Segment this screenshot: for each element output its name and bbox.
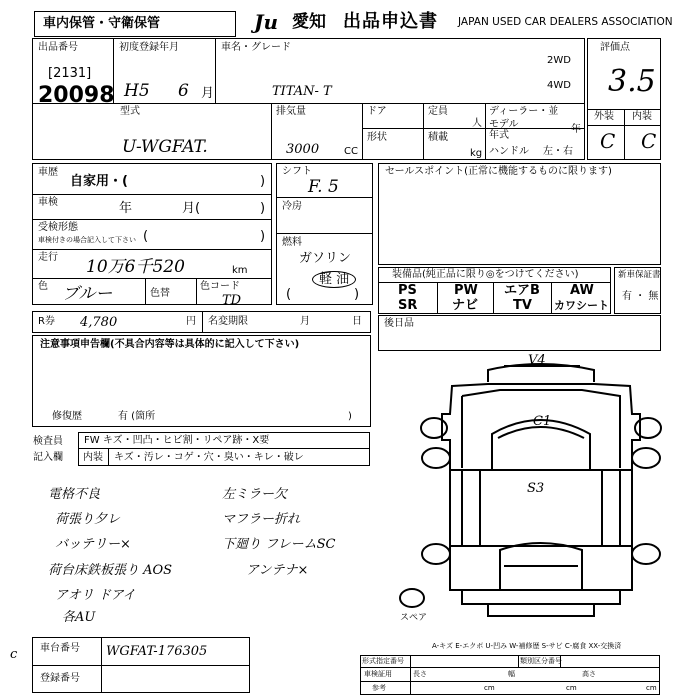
after-day-label: 後日品 — [384, 318, 414, 329]
sales-point-box — [378, 163, 661, 265]
history-value: 自家用・( — [70, 174, 128, 189]
history-close: ) — [260, 174, 266, 189]
equipment-pw: PW — [454, 283, 478, 298]
fuel-diesel: 軽 油 — [312, 271, 356, 288]
inspection-month: 月( — [182, 201, 201, 216]
inspector-note: アンテナ× — [246, 563, 309, 578]
recycle-value: 4,780 — [80, 315, 118, 330]
car-name-value: TITAN- T — [272, 84, 332, 99]
equipment-airbag: エアB — [504, 283, 540, 298]
inspector-note: マフラー折れ — [222, 512, 301, 527]
length-cm: cm — [484, 684, 495, 692]
repair-close: ) — [348, 411, 352, 422]
org-title: 愛知 — [292, 12, 326, 32]
lot-number: 20098 — [38, 83, 115, 108]
registration-month-unit: 月 — [201, 86, 215, 101]
spare-label: スペア — [400, 613, 428, 623]
displacement-unit: CC — [344, 146, 358, 157]
equipment-aw: AW — [570, 283, 594, 298]
fuel-gasoline: ガソリン — [299, 251, 352, 266]
inspection-close: ) — [260, 201, 266, 216]
diagram-cabin-mark: C1 — [533, 414, 552, 429]
checker-label-1: 検査員 — [33, 436, 63, 447]
ref-label: 参考 — [372, 684, 386, 692]
year-unit: 年 — [571, 124, 581, 135]
notes-label: 注意事項申告欄(不具合内容等は具体的に記入して下さい) — [40, 339, 300, 350]
inspector-note: 左ミラー欠 — [222, 487, 288, 502]
registration-era: H5 — [124, 81, 150, 101]
association-name: JAPAN USED CAR DEALERS ASSOCIATION — [458, 16, 673, 28]
acceptance-label: 受検形態 — [38, 222, 78, 233]
grade-label: 評価点 — [600, 42, 630, 53]
warranty-options: 有 ・ 無 — [622, 291, 659, 302]
plate-label: 登録番号 — [40, 673, 80, 684]
storage-label: 車内保管・守衛保管 — [43, 16, 161, 31]
checker-row-2: キズ・汚レ・コゲ・穴・臭い・キレ・破レ — [114, 452, 304, 463]
mileage-label: 走行 — [38, 252, 58, 263]
displacement-value: 3000 — [286, 142, 320, 157]
warranty-label: 新車保証書 — [618, 270, 661, 280]
repair-label: 修復歴 — [52, 411, 82, 422]
diagram-bed-mark: S3 — [527, 481, 545, 496]
model-label: 型式 — [120, 106, 140, 117]
model-value: U-WGFAT. — [122, 137, 208, 157]
equipment-navi: ナビ — [452, 298, 479, 313]
grade-score: 3.5 — [608, 64, 656, 99]
chassis-side-mark: c — [10, 647, 18, 662]
chassis-label: 車台番号 — [40, 643, 80, 654]
name-change-month: 月 — [300, 316, 310, 327]
checker-row-1: FW キズ・凹凸・ヒビ割・リペア跡・X要 — [84, 435, 270, 446]
inspector-note: 各AU — [62, 610, 96, 625]
width-label: 幅 — [508, 670, 515, 678]
checker-label-2: 記入欄 — [33, 452, 63, 463]
mileage-value: 10万6千520 — [86, 257, 185, 277]
repair-value: 有 (箇所 — [118, 411, 156, 422]
equipment-label: 装備品(純正品に限り◎をつけてください) — [392, 269, 579, 280]
handle-options: 左・右 — [543, 146, 573, 157]
form-title: 出品申込書 — [343, 11, 438, 32]
storage-label-box — [34, 11, 236, 37]
recycle-label: R券 — [38, 316, 55, 327]
interior-grade: C — [641, 129, 657, 153]
color-value: ブルー — [62, 284, 113, 304]
inspection-label: 車検 — [38, 197, 58, 208]
fuel-close: ) — [354, 287, 360, 302]
exterior-label: 外装 — [594, 111, 614, 122]
acceptance-close: ) — [260, 229, 266, 244]
lot-sub-number: [2131] — [48, 66, 92, 81]
cert-label: 形式指定番号 — [362, 657, 404, 665]
inspector-note: 荷張り夕レ — [55, 512, 121, 527]
fuel-open: ( — [286, 287, 292, 302]
height-cm: cm — [646, 684, 657, 692]
shift-value: F. 5 — [308, 177, 339, 197]
history-label: 車歴 — [38, 167, 58, 178]
diagram-front-mark: V4 — [528, 353, 546, 368]
load-unit: kg — [470, 148, 483, 159]
dealer-label: ディーラー・並 — [489, 106, 559, 117]
shift-label: シフト — [282, 166, 312, 177]
name-change-day: 日 — [352, 316, 362, 327]
vehicle-cert-label: 車検証用 — [364, 670, 392, 678]
capacity-label: 定員 — [428, 106, 448, 117]
inspection-year: 年 — [119, 201, 133, 216]
sales-point-label: セールスポイント(正常に機能するものに限ります) — [385, 166, 612, 177]
inspector-note: 下廻り フレームSC — [222, 537, 336, 552]
acceptance-note: 車検付きの場合記入して下さい — [38, 236, 136, 244]
interior-label: 内装 — [632, 111, 652, 122]
equipment-sr: SR — [398, 298, 418, 313]
registration-label: 初度登録年月 — [119, 42, 179, 53]
equipment-ps: PS — [398, 283, 417, 298]
capacity-unit: 人 — [472, 118, 482, 129]
acceptance-open: ( — [143, 229, 149, 244]
color-label: 色 — [38, 281, 48, 292]
chassis-value: WGFAT-176305 — [106, 644, 208, 659]
displacement-label: 排気量 — [276, 106, 306, 117]
shape-label: 形状 — [367, 132, 387, 143]
registration-month: 6 — [178, 81, 189, 101]
checker-row-2-label: 内装 — [83, 452, 103, 463]
cat-label: 類別区分番号 — [520, 657, 562, 665]
color-change-label: 色替 — [150, 288, 170, 299]
model-year-label: モデル — [489, 119, 519, 130]
drive-4wd: 4WD — [547, 80, 571, 91]
doors-label: ドア — [367, 106, 387, 117]
equipment-tv: TV — [513, 298, 532, 313]
inspector-note: 電格不良 — [48, 487, 101, 502]
equipment-seat: カワシート — [554, 299, 609, 312]
recycle-unit: 円 — [186, 316, 196, 327]
height-label: 高さ — [582, 670, 596, 678]
color-code-value: TD — [222, 293, 242, 308]
color-code-label: 色コード — [200, 281, 240, 292]
exterior-grade: C — [600, 129, 616, 153]
load-label: 積載 — [428, 132, 448, 143]
car-name-label: 車名・グレード — [221, 42, 291, 53]
after-day-box — [378, 315, 661, 351]
ac-label: 冷房 — [282, 201, 302, 212]
year-label: 年式 — [489, 130, 509, 141]
ju-logo: Ju — [254, 10, 279, 34]
length-label: 長さ — [413, 670, 427, 678]
inspector-note: アオリ ドアイ — [55, 588, 136, 603]
mileage-unit: km — [232, 265, 248, 276]
damage-legend: A-キズ E-エクボ U-凹み W-補修歴 S-サビ C-腐食 XX-交換済 — [432, 642, 622, 650]
handle-label: ハンドル — [489, 146, 529, 157]
lot-number-label: 出品番号 — [38, 42, 78, 53]
name-change-label: 名変期限 — [208, 316, 248, 327]
inspector-note: 荷台床鉄板張り AOS — [48, 563, 173, 578]
fuel-label: 燃料 — [282, 237, 302, 248]
drive-2wd: 2WD — [547, 55, 571, 66]
inspector-note: バッテリー× — [55, 537, 131, 552]
width-cm: cm — [566, 684, 577, 692]
